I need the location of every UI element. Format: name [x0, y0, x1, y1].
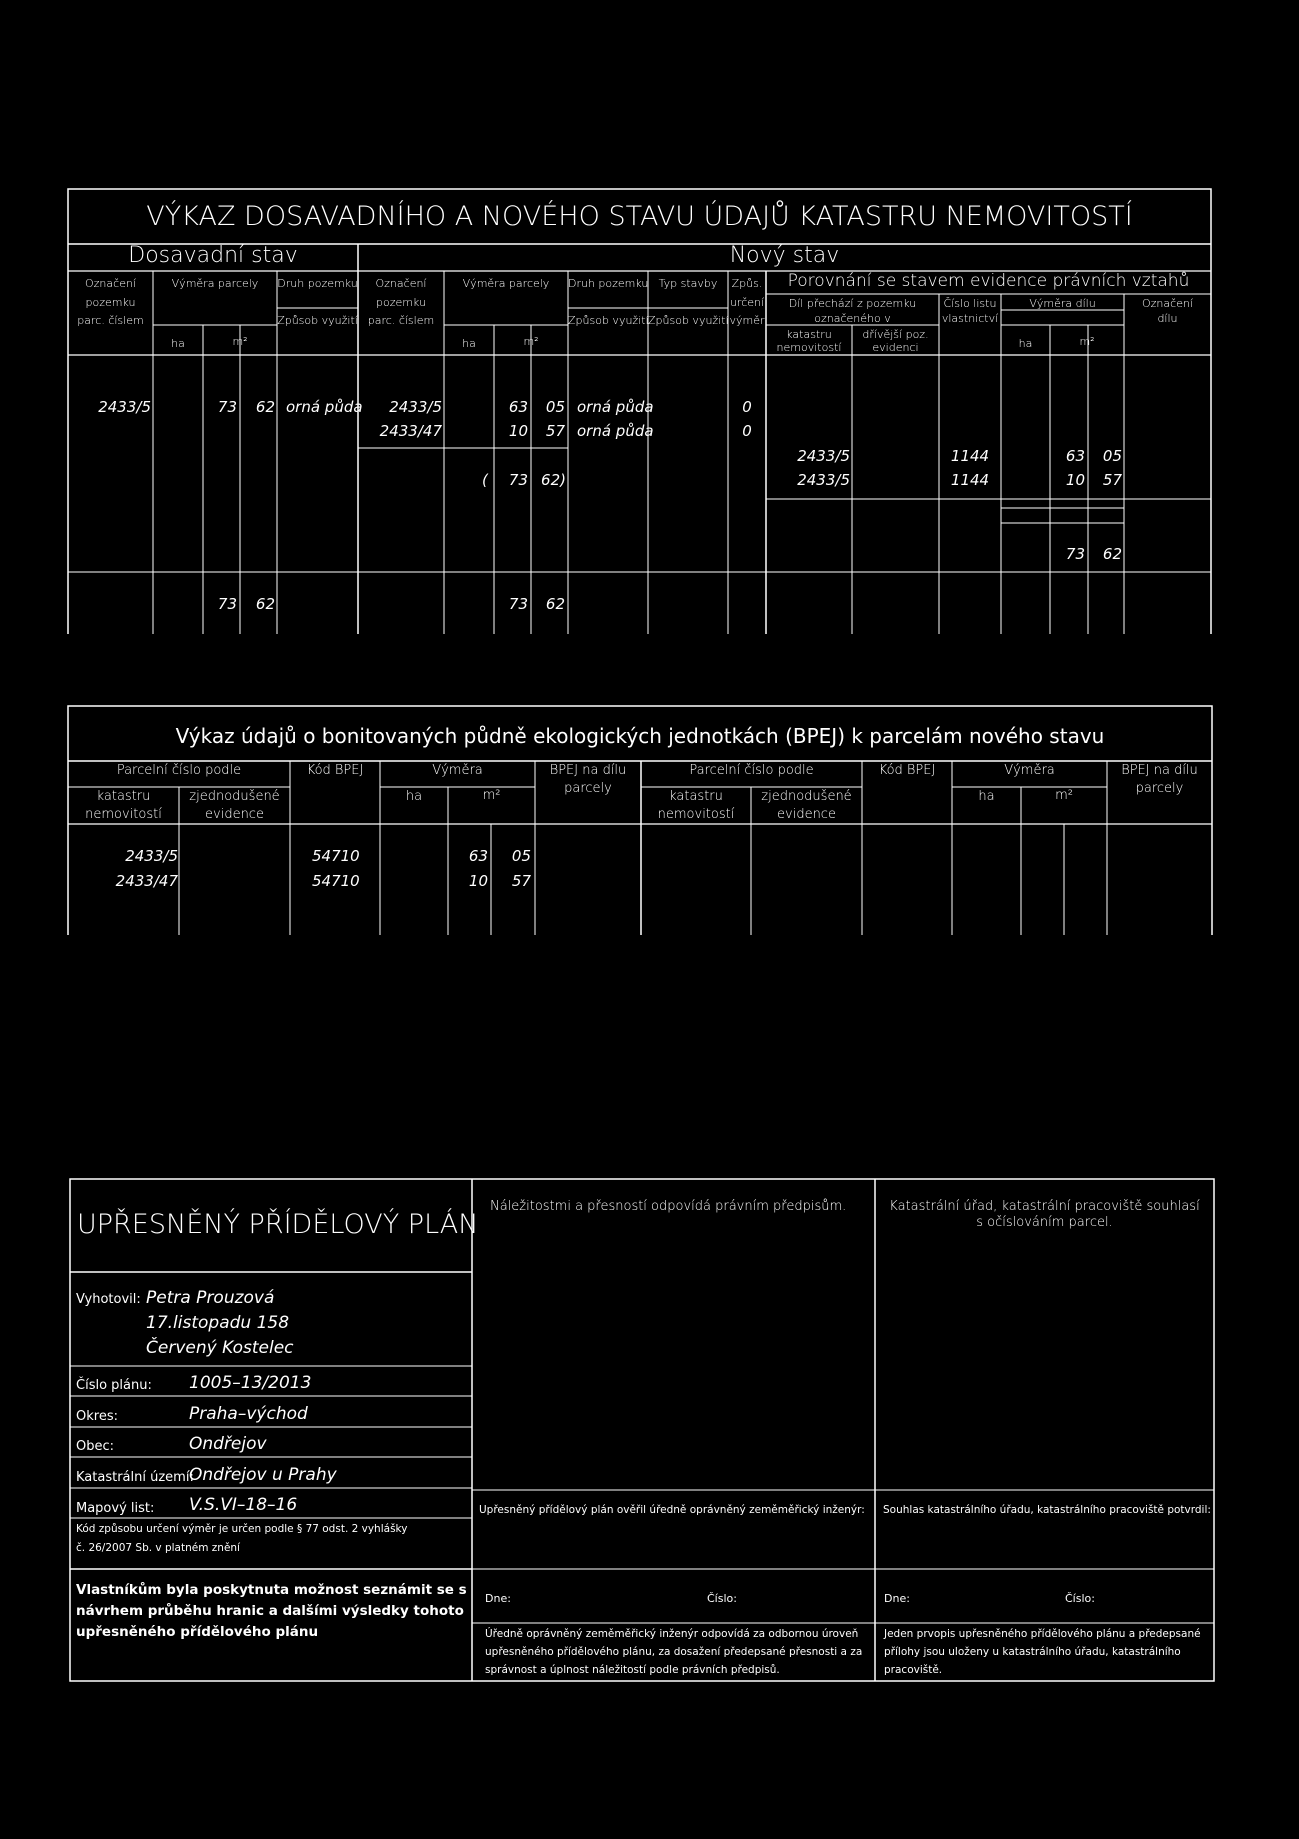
total-new-m: 73	[508, 595, 528, 613]
header-urceni: určení	[729, 296, 765, 309]
header-bpej-na-dilu: BPEJ na dílu	[549, 763, 627, 778]
header-m2: m²	[1055, 788, 1073, 803]
comparison-title: Porovnání se stavem evidence právních vztahů	[787, 271, 1190, 291]
header-ha: ha	[405, 789, 423, 804]
header-druh-pozemku: Druh pozemku	[277, 277, 358, 290]
header-m2: m²	[1079, 335, 1095, 348]
section-old-label: Dosavadní stav	[128, 243, 298, 268]
total-old-m2: 62	[255, 595, 275, 613]
obec-value: Ondřejov	[189, 1434, 267, 1454]
bpej-parcel-number: 2433/47	[115, 872, 178, 890]
header-zjednodusene: zjednodušené	[761, 789, 852, 804]
vyhotovil-label: Vyhotovil:	[76, 1292, 141, 1307]
total-new-m2: 62	[545, 595, 565, 613]
header-m2: m²	[482, 788, 501, 803]
header-vlastnictvi: vlastnictví	[941, 312, 999, 325]
header-vymera-parcely: Výměra parcely	[171, 277, 259, 290]
header-evidence: evidence	[205, 807, 264, 822]
new-druh-pozemku: orná půda	[577, 398, 654, 416]
old-area-m: 73	[217, 398, 237, 416]
cmp-area-m2: 05	[1102, 447, 1122, 465]
header-zpusob-vyuziti: Způsob využití	[568, 314, 649, 327]
okres-value: Praha–východ	[189, 1404, 308, 1424]
mapovy-list-value: V.S.VI–18–16	[189, 1495, 298, 1515]
header-oznaceneho-v: označeného v	[814, 312, 891, 325]
cislo-planu-value: 1005–13/2013	[189, 1373, 312, 1393]
header-zpusob-vyuziti: Způsob využití	[277, 314, 358, 327]
header-vymer: výměr	[729, 314, 765, 327]
cmp-sum-m: 73	[1065, 545, 1085, 563]
header-parcelni-cislo: Parcelní číslo podle	[689, 763, 814, 778]
cmp-area-m2: 57	[1102, 471, 1122, 489]
cmp-sum-m2: 62	[1102, 545, 1122, 563]
note-nalezitosti: Náležitostmi a přesností odpovídá právním předpisům.	[490, 1199, 847, 1214]
header-kod-bpej: Kód BPEJ	[306, 763, 364, 778]
cmp-area-m: 63	[1065, 447, 1085, 465]
header-drivejsi-poz: dřívější poz.	[862, 328, 929, 341]
cislo-planu-label: Číslo plánu:	[76, 1378, 152, 1393]
header-vymera: Výměra	[432, 763, 483, 778]
header-ha: ha	[1018, 337, 1033, 350]
note-ku-souhlasi-1: Katastrální úřad, katastrální pracoviště souhlasí	[889, 1199, 1200, 1214]
header-pozemku: pozemku	[376, 296, 426, 309]
new-parcel-number: 2433/47	[379, 422, 442, 440]
header-parcely: parcely	[564, 781, 612, 796]
header-druh-pozemku: Druh pozemku	[568, 277, 649, 290]
header-zpus: Způs.	[731, 277, 763, 290]
header-bpej-na-dilu: BPEJ na dílu	[1121, 763, 1198, 778]
bpej-area-m2: 05	[511, 847, 531, 865]
cmp-parcel-number: 2433/5	[797, 471, 850, 489]
header-zpusob-vyuziti: Způsob využití	[648, 314, 729, 327]
bpej-area-m: 10	[468, 872, 488, 890]
mapovy-list-label: Mapový list:	[76, 1501, 155, 1516]
header-cislo-listu: Číslo listu	[943, 297, 997, 310]
katastralni-uzemi-label: Katastrální území:	[76, 1470, 194, 1485]
header-nemovitosti: nemovitostí	[657, 807, 735, 822]
bpej-code: 54710	[312, 872, 360, 890]
header-ha: ha	[171, 337, 185, 350]
new-druh-pozemku: orná půda	[577, 422, 654, 440]
header-nemovitosti: nemovitostí	[776, 341, 842, 354]
vyhotovil-name: Petra Prouzová	[146, 1288, 275, 1308]
bpej-area-m2: 57	[511, 872, 531, 890]
header-vymera-dilu: Výměra dílu	[1029, 297, 1096, 310]
cmp-lv-number: 1144	[950, 471, 990, 489]
prvopis-note: Jeden prvopis upřesněného přídělového plánu a předepsané přílohy jsou uloženy u katastrálního úřadu, katastrálního pracoviště.	[884, 1628, 1201, 1676]
header-parcelni-cislo: Parcelní číslo podle	[116, 763, 242, 778]
katastralni-uzemi-value: Ondřejov u Prahy	[189, 1465, 337, 1485]
old-parcel-number: 2433/5	[98, 398, 151, 416]
header-oznaceni: Označení	[1142, 297, 1193, 310]
old-area-m2: 62	[255, 398, 275, 416]
header-parc-cislem: parc. číslem	[77, 314, 144, 327]
cislo-label: Číslo:	[1065, 1592, 1095, 1605]
header-m2: m²	[232, 335, 248, 348]
new-zpusob-urceni: 0	[742, 398, 752, 416]
header-ha: ha	[978, 789, 995, 804]
header-vymera: Výměra	[1004, 763, 1055, 778]
header-evidenci: evidenci	[872, 341, 919, 354]
total-old-m: 73	[217, 595, 237, 613]
header-m2: m²	[523, 335, 539, 348]
header-katastru: katastru	[669, 789, 723, 804]
table2-title: Výkaz údajů o bonitovaných půdně ekologických jednotkách (BPEJ) k parcelám nového stavu	[175, 724, 1105, 748]
new-area-m: 63	[508, 398, 528, 416]
header-zjednodusene: zjednodušené	[189, 789, 280, 804]
header-oznaceni: Označení	[85, 277, 136, 290]
vyhotovil-street: 17.listopadu 158	[146, 1313, 290, 1333]
new-area-m: 10	[508, 422, 528, 440]
section-new-label: Nový stav	[729, 243, 840, 268]
new-parcel-number: 2433/5	[389, 398, 442, 416]
kod-zpusobu-line1: Kód způsobu určení výměr je určen podle § 77 odst. 2 vyhlášky	[76, 1523, 408, 1535]
header-ha: ha	[462, 337, 476, 350]
header-parc-cislem: parc. číslem	[367, 314, 435, 327]
bpej-parcel-number: 2433/5	[125, 847, 178, 865]
bpej-code: 54710	[312, 847, 360, 865]
new-area-m2: 57	[545, 422, 565, 440]
dne-label: Dne:	[485, 1592, 511, 1605]
old-druh-pozemku: orná půda	[286, 398, 363, 416]
vyhotovil-city: Červený Kostelec	[146, 1338, 294, 1358]
vlastnikum-notice: Vlastníkům byla poskytnuta možnost seznámit se s návrhem průběhu hranic a dalšími výsledky tohoto upřesněného přídělového plánu	[76, 1582, 467, 1640]
header-katastru: katastru	[96, 789, 151, 804]
header-katastru: katastru	[786, 328, 832, 341]
kod-zpusobu-line2: č. 26/2007 Sb. v platném znění	[76, 1542, 240, 1554]
new-area-m2: 05	[545, 398, 565, 416]
header-parcely: parcely	[1135, 781, 1184, 796]
cislo-label: Číslo:	[707, 1592, 737, 1605]
okres-label: Okres:	[76, 1409, 118, 1424]
new-zpusob-urceni: 0	[742, 422, 752, 440]
header-nemovitosti: nemovitostí	[85, 807, 162, 822]
header-dilu: dílu	[1157, 312, 1178, 325]
cmp-area-m: 10	[1065, 471, 1085, 489]
header-pozemku: pozemku	[85, 296, 136, 309]
header-vymera-parcely: Výměra parcely	[462, 277, 550, 290]
header-kod-bpej: Kód BPEJ	[878, 763, 936, 778]
overil-label: Upřesněný přídělový plán ověřil úředně oprávněný zeměměřický inženýr:	[479, 1504, 865, 1516]
bpej-area-m: 63	[468, 847, 488, 865]
new-sum-open-paren: (	[482, 471, 488, 489]
header-evidence: evidence	[777, 807, 836, 822]
uredne-opravneny-note: Úředně oprávněný zeměměřický inženýr odpovídá za odbornou úroveň upřesněného přídělového plánu, za dosažení předepsané přesnosti a za správnost a úplnost náležitostí podle právních předpisů.	[485, 1628, 863, 1676]
header-dil-prechazi: Díl přechází z pozemku	[788, 297, 917, 310]
obec-label: Obec:	[76, 1439, 115, 1454]
note-ku-souhlasi-2: s očíslováním parcel.	[976, 1215, 1113, 1230]
plan-title: UPŘESNĚNÝ PŘÍDĚLOVÝ PLÁN	[77, 1209, 479, 1240]
header-oznaceni: Označení	[375, 277, 427, 290]
souhlas-label: Souhlas katastrálního úřadu, katastrálního pracoviště potvrdil:	[883, 1504, 1211, 1516]
cmp-lv-number: 1144	[950, 447, 990, 465]
new-sum-m: 73	[508, 471, 528, 489]
dne-label: Dne:	[884, 1592, 910, 1605]
cmp-parcel-number: 2433/5	[797, 447, 850, 465]
header-typ-stavby: Typ stavby	[658, 277, 718, 290]
table1-title: VÝKAZ DOSAVADNÍHO A NOVÉHO STAVU ÚDAJŮ KATASTRU NEMOVITOSTÍ	[146, 201, 1133, 232]
new-sum-m2: 62)	[541, 471, 566, 489]
